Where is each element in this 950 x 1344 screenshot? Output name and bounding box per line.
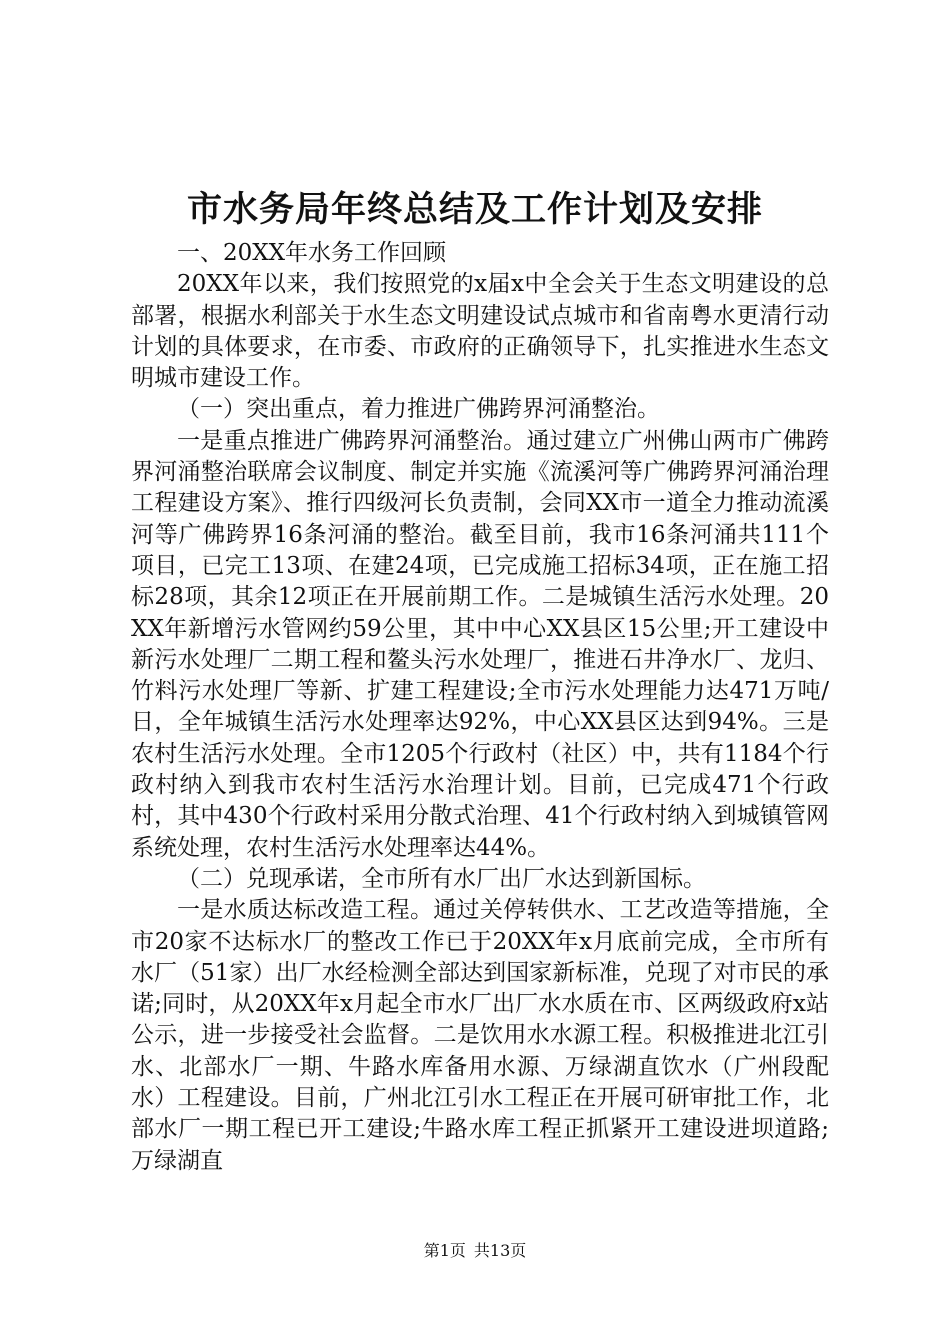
body-paragraph: 一是水质达标改造工程。通过关停转供水、工艺改造等措施，全市20家不达标水厂的整改工作已于20XX年x月底前完成，全市所有水厂（51家）出厂水经检测全部达到国家新标准，兑现了对市民的承诺;同时，从20XX年x月起全市水厂出厂水水质在市、区两级政府x站公示，进一步接受社会监督。二是饮用水水源工程。积极推进北江引水、北部水厂一期、牛路水库备用水源、万绿湖直饮水（广州段配水）工程建设。目前，广州北江引水工程正在开展可研审批工作，北部水厂一期工程已开工建设;牛路水库工程正抓紧开工建设进坝道路;万绿湖直 bbox=[131, 897, 829, 1174]
body-paragraph: 一是重点推进广佛跨界河涌整治。通过建立广州佛山两市广佛跨界河涌整治联席会议制度、制定并实施《流溪河等广佛跨界河涌治理工程建设方案》、推行四级河长负责制，会同XX市一道全力推动流溪河等广佛跨界16条河涌的整治。截至目前，我市16条河涌共111个项目，已完工13项、在建24项，已完成施工招标34项，正在施工招标28项，其余12项正在开展前期工作。二是城镇生活污水处理。20XX年新增污水管网约59公里，其中中心XX县区15公里;开工建设中新污水处理厂二期工程和鳌头污水处理厂，推进石井净水厂、龙归、竹料污水处理厂等新、扩建工程建设;全市污水处理能力达471万吨/日，全年城镇生活污水处理率达92%，中心XX县区达到94%。三是农村生活污水处理。全市1205个行政村（社区）中，共有1184个行政村纳入到我市农村生活污水治理计划。目前，已完成471个行政村，其中430个行政村采用分散式治理、41个行政村纳入到城镇管网系统处理，农村生活污水处理率达44%。 bbox=[131, 427, 829, 861]
page-total: 共13页 bbox=[473, 1241, 527, 1260]
document-title: 市水务局年终总结及工作计划及安排 bbox=[186, 189, 763, 230]
body-paragraph: 20XX年以来，我们按照党的x届x中全会关于生态文明建设的总部署，根据水利部关于水生态文明建设试点城市和省南粤水更清行动计划的具体要求，在市委、市政府的正确领导下，扎实推进水生态文明城市建设工作。 bbox=[131, 271, 829, 392]
section-heading: 一、20XX年水务工作回顾 bbox=[177, 240, 447, 266]
subsection-heading: （一）突出重点，着力推进广佛跨界河涌整治。 bbox=[177, 396, 660, 423]
subsection-heading: （二）兑现承诺，全市所有水厂出厂水达到新国标。 bbox=[177, 865, 706, 892]
page-number: 第1页 bbox=[423, 1241, 466, 1260]
page-footer bbox=[0, 1240, 950, 1262]
document-body bbox=[131, 238, 829, 1177]
